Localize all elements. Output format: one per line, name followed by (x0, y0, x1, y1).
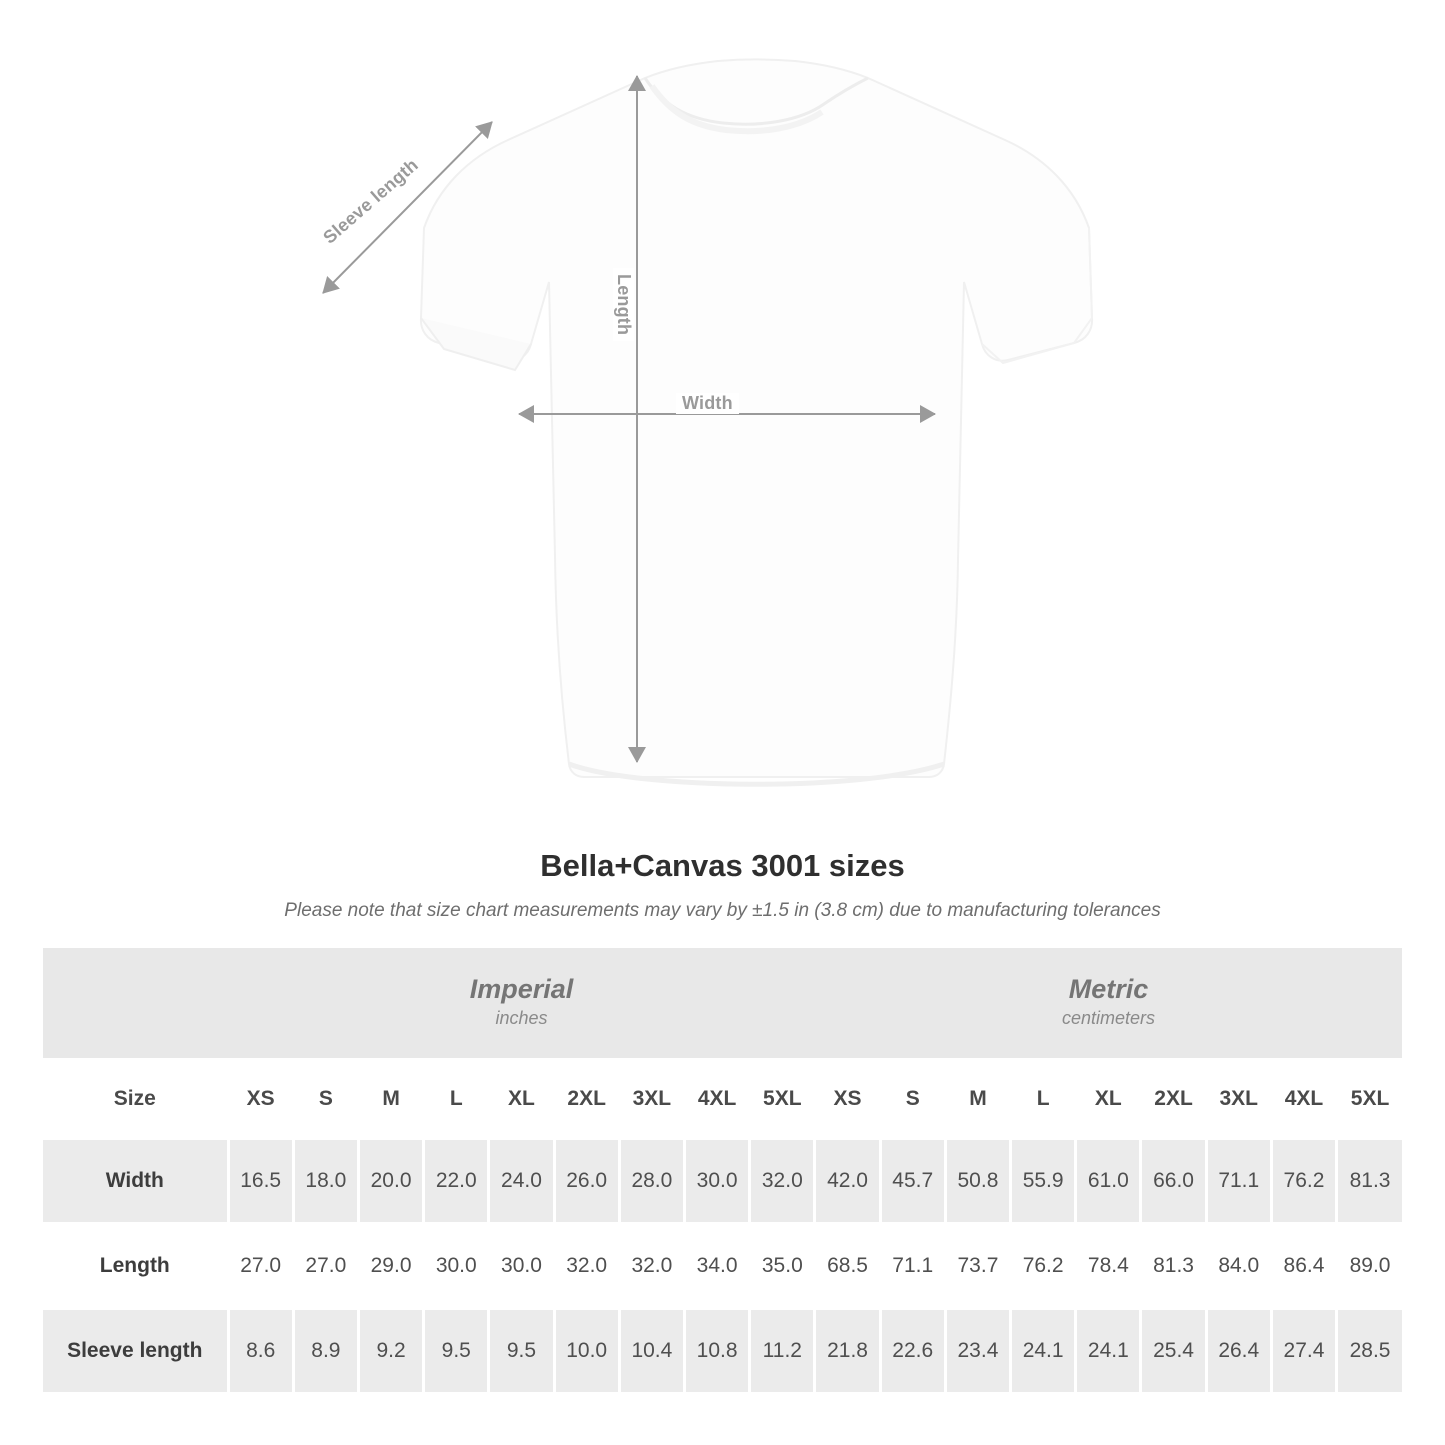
unit-header-spacer (43, 948, 228, 1058)
cell-length-5xl-in: 35.0 (750, 1224, 815, 1309)
size-col-s-cm: S (880, 1058, 945, 1140)
cell-sleeve-xs-in: 8.6 (228, 1309, 293, 1394)
cell-width-xl-cm: 61.0 (1076, 1140, 1141, 1224)
page-title: Bella+Canvas 3001 sizes (540, 848, 905, 883)
unit-header-row (43, 948, 1402, 1058)
cell-sleeve-xl-in: 9.5 (489, 1309, 554, 1394)
row-label-width: Width (43, 1140, 228, 1224)
cell-length-xl-in: 30.0 (489, 1224, 554, 1309)
cell-length-s-in: 27.0 (293, 1224, 358, 1309)
cell-width-l-cm: 55.9 (1011, 1140, 1076, 1224)
cell-length-5xl-cm: 89.0 (1337, 1224, 1402, 1309)
unit-group-imperial-sub: inches (495, 1008, 548, 1029)
chart-title-block (0, 848, 1445, 922)
size-col-l-cm: L (1011, 1058, 1076, 1140)
cell-width-5xl-cm: 81.3 (1337, 1140, 1402, 1224)
cell-sleeve-m-cm: 23.4 (945, 1309, 1010, 1394)
size-col-xs-in: XS (228, 1058, 293, 1140)
size-col-3xl-cm: 3XL (1206, 1058, 1271, 1140)
sleeve-length-dimension-label: Sleeve length (319, 154, 422, 248)
cell-length-xs-in: 27.0 (228, 1224, 293, 1309)
cell-sleeve-m-in: 9.2 (358, 1309, 423, 1394)
cell-width-3xl-in: 28.0 (619, 1140, 684, 1224)
cell-width-xs-cm: 42.0 (815, 1140, 880, 1224)
size-table-wrapper (43, 948, 1402, 1395)
size-col-s-in: S (293, 1058, 358, 1140)
cell-sleeve-2xl-cm: 25.4 (1141, 1309, 1206, 1394)
cell-sleeve-2xl-in: 10.0 (554, 1309, 619, 1394)
size-col-3xl-in: 3XL (619, 1058, 684, 1140)
cell-length-4xl-cm: 86.4 (1271, 1224, 1336, 1309)
size-col-m-cm: M (945, 1058, 1010, 1140)
cell-width-2xl-cm: 66.0 (1141, 1140, 1206, 1224)
tshirt-shape (421, 60, 1092, 785)
cell-sleeve-l-in: 9.5 (424, 1309, 489, 1394)
size-col-m-in: M (358, 1058, 423, 1140)
size-col-4xl-in: 4XL (684, 1058, 749, 1140)
cell-length-s-cm: 71.1 (880, 1224, 945, 1309)
size-col-5xl-in: 5XL (750, 1058, 815, 1140)
table-row (43, 1224, 1402, 1309)
size-col-xl-in: XL (489, 1058, 554, 1140)
length-dimension-label: Length (613, 268, 634, 341)
cell-width-2xl-in: 26.0 (554, 1140, 619, 1224)
cell-width-s-cm: 45.7 (880, 1140, 945, 1224)
size-col-2xl-in: 2XL (554, 1058, 619, 1140)
cell-width-m-cm: 50.8 (945, 1140, 1010, 1224)
unit-group-imperial (228, 948, 815, 1058)
cell-sleeve-3xl-in: 10.4 (619, 1309, 684, 1394)
cell-sleeve-5xl-in: 11.2 (750, 1309, 815, 1394)
cell-width-5xl-in: 32.0 (750, 1140, 815, 1224)
cell-length-3xl-cm: 84.0 (1206, 1224, 1271, 1309)
cell-length-l-in: 30.0 (424, 1224, 489, 1309)
size-header-row (43, 1058, 1402, 1140)
size-chart-table (43, 948, 1402, 1395)
cell-width-l-in: 22.0 (424, 1140, 489, 1224)
cell-sleeve-4xl-in: 10.8 (684, 1309, 749, 1394)
cell-width-m-in: 20.0 (358, 1140, 423, 1224)
cell-sleeve-xl-cm: 24.1 (1076, 1309, 1141, 1394)
unit-group-imperial-name: Imperial (469, 973, 574, 1004)
cell-width-xl-in: 24.0 (489, 1140, 554, 1224)
cell-length-2xl-cm: 81.3 (1141, 1224, 1206, 1309)
cell-sleeve-4xl-cm: 27.4 (1271, 1309, 1336, 1394)
cell-width-xs-in: 16.5 (228, 1140, 293, 1224)
cell-sleeve-s-in: 8.9 (293, 1309, 358, 1394)
size-col-xl-cm: XL (1076, 1058, 1141, 1140)
table-row (43, 1140, 1402, 1224)
cell-length-3xl-in: 32.0 (619, 1224, 684, 1309)
cell-sleeve-l-cm: 24.1 (1011, 1309, 1076, 1394)
cell-length-xs-cm: 68.5 (815, 1224, 880, 1309)
cell-sleeve-xs-cm: 21.8 (815, 1309, 880, 1394)
cell-width-4xl-cm: 76.2 (1271, 1140, 1336, 1224)
size-col-xs-cm: XS (815, 1058, 880, 1140)
tolerance-note: Please note that size chart measurements may vary by ±1.5 in (3.8 cm) due to manufacturing tolerances (284, 900, 1161, 921)
row-label-length: Length (43, 1224, 228, 1309)
cell-length-l-cm: 76.2 (1011, 1224, 1076, 1309)
table-row (43, 1309, 1402, 1394)
unit-group-metric-name: Metric (1068, 973, 1149, 1004)
cell-length-m-in: 29.0 (358, 1224, 423, 1309)
cell-width-4xl-in: 30.0 (684, 1140, 749, 1224)
size-col-4xl-cm: 4XL (1271, 1058, 1336, 1140)
size-col-2xl-cm: 2XL (1141, 1058, 1206, 1140)
cell-length-4xl-in: 34.0 (684, 1224, 749, 1309)
size-col-5xl-cm: 5XL (1337, 1058, 1402, 1140)
cell-sleeve-s-cm: 22.6 (880, 1309, 945, 1394)
unit-group-metric (815, 948, 1402, 1058)
cell-sleeve-5xl-cm: 28.5 (1337, 1309, 1402, 1394)
cell-length-2xl-in: 32.0 (554, 1224, 619, 1309)
size-col-l-in: L (424, 1058, 489, 1140)
cell-width-s-in: 18.0 (293, 1140, 358, 1224)
width-dimension-label: Width (676, 393, 739, 414)
cell-sleeve-3xl-cm: 26.4 (1206, 1309, 1271, 1394)
unit-group-metric-sub: centimeters (1061, 1008, 1155, 1029)
cell-width-3xl-cm: 71.1 (1206, 1140, 1271, 1224)
cell-length-m-cm: 73.7 (945, 1224, 1010, 1309)
cell-length-xl-cm: 78.4 (1076, 1224, 1141, 1309)
size-row-header: Size (43, 1058, 228, 1140)
row-label-sleeve-length: Sleeve length (43, 1309, 228, 1394)
